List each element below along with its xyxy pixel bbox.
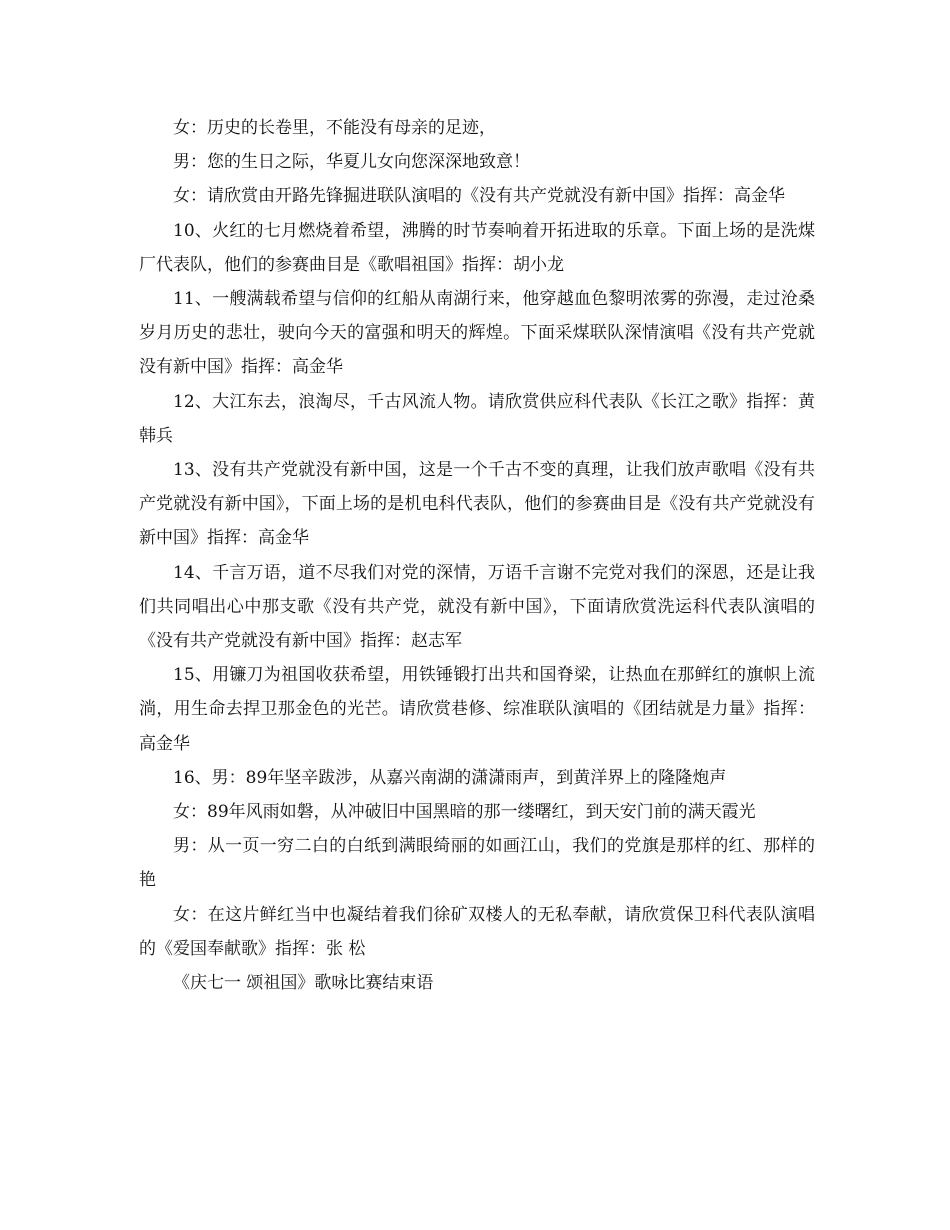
paragraph-8: 14、千言万语，道不尽我们对党的深情，万语千言谢不完党对我们的深恩，还是让我们共同唱出心中那支歌《没有共产党，就没有新中国》，下面请欣赏洗运科代表队演唱的《没有共产党就没有新中国》指挥：赵志军 <box>139 562 815 652</box>
closing-title: 《庆七一 颂祖国》歌咏比赛结束语 <box>173 973 434 994</box>
paragraph-1: 女：历史的长卷里，不能没有母亲的足迹， <box>173 118 496 138</box>
paragraph-11: 女：89年风雨如磐，从冲破旧中国黑暗的那一缕曙红，到天安门前的满天霞光 <box>173 802 756 823</box>
document-body <box>139 111 815 1000</box>
paragraph-4: 10、火红的七月燃烧着希望，沸腾的时节奏响着开拓进取的乐章。下面上场的是洗煤厂代表队，他们的参赛曲目是《歌唱祖国》指挥：胡小龙 <box>139 220 815 275</box>
paragraph-6: 12、大江东去，浪淘尽，千古风流人物。请欣赏供应科代表队《长江之歌》指挥：黄韩兵 <box>139 391 815 446</box>
paragraph-13: 女：在这片鲜红当中也凝结着我们徐矿双楼人的无私奉献，请欣赏保卫科代表队演唱的《爱国奉献歌》指挥：张 松 <box>139 904 815 959</box>
paragraph-5: 11、一艘满载希望与信仰的红船从南湖行来，他穿越血色黎明浓雾的弥漫，走过沧桑岁月历史的悲壮，驶向今天的富强和明天的辉煌。下面采煤联队深情演唱《没有共产党就没有新中国》指挥：高金华 <box>139 289 815 378</box>
paragraph-2: 男：您的生日之际，华夏儿女向您深深地致意！ <box>173 152 530 173</box>
paragraph-10: 16、男：89年坚辛跋涉，从嘉兴南湖的潇潇雨声，到黄洋界上的隆隆炮声 <box>173 767 727 788</box>
paragraph-3: 女：请欣赏由开路先锋掘进联队演唱的《没有共产党就没有新中国》指挥：高金华 <box>173 186 785 207</box>
paragraph-9: 15、用镰刀为祖国收获希望，用铁锤锻打出共和国脊梁，让热血在那鲜红的旗帜上流淌，用生命去捍卫那金色的光芒。请欣赏巷修、综准联队演唱的《团结就是力量》指挥：高金华 <box>139 665 815 754</box>
paragraph-12: 男：从一页一穷二白的白纸到满眼绮丽的如画江山，我们的党旗是那样的红、那样的艳 <box>139 836 815 891</box>
paragraph-7: 13、没有共产党就没有新中国，这是一个千古不变的真理，让我们放声歌唱《没有共产党就没有新中国》，下面上场的是机电科代表队，他们的参赛曲目是《没有共产党就没有新中国》指挥：高金华 <box>139 460 815 549</box>
